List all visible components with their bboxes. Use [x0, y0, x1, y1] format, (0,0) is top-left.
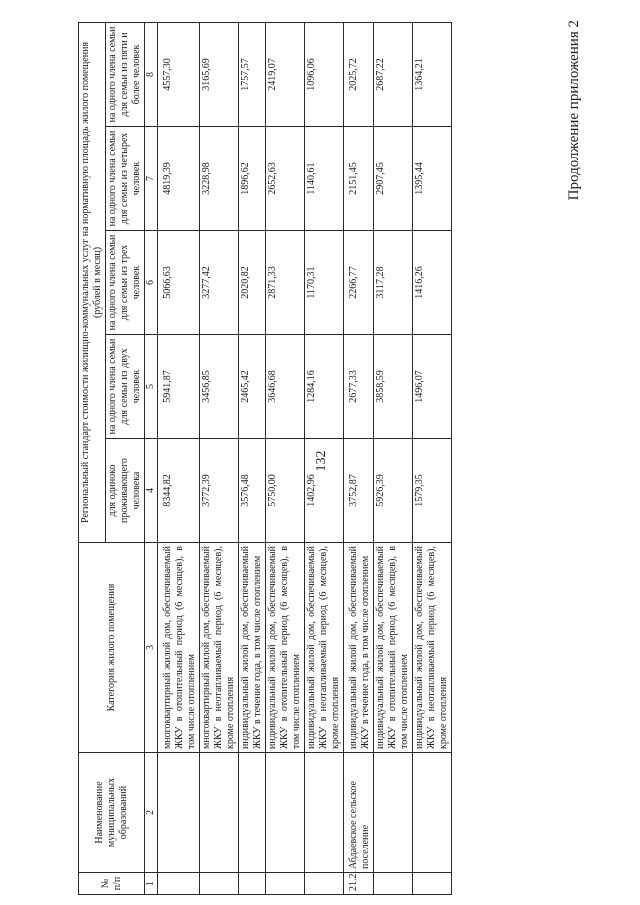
housing-category: индивидуальный жилой дом, обеспечиваемый ЖКУ в отопительный период (6 месяцев), в том числе отоплением	[374, 543, 413, 753]
cost-family-2: 1496,07	[413, 335, 452, 439]
cost-family-3: 3117,28	[374, 231, 413, 335]
housing-category: многоквартирный жилой дом, обеспечиваемый ЖКУ в неотапливаемый период (6 месяцев), кроме отопления	[200, 543, 239, 753]
header-single: для одиноко проживающего человека	[106, 439, 145, 543]
row-number	[200, 873, 239, 895]
column-number-row	[145, 22, 158, 894]
municipality-name	[239, 753, 266, 873]
col-number: 3	[145, 543, 158, 753]
row-number	[374, 873, 413, 895]
cost-single: 3576,48	[239, 439, 266, 543]
row-number	[305, 873, 344, 895]
appendix-title: Продолжение приложения 2	[566, 20, 582, 201]
cost-family-5: 1096,06	[305, 22, 344, 126]
cost-family-5: 1364,21	[413, 22, 452, 126]
cost-family-4: 1140,61	[305, 127, 344, 231]
cost-single: 1402,96	[305, 439, 344, 543]
cost-family-2: 5941,87	[158, 335, 200, 439]
cost-single: 1579,35	[413, 439, 452, 543]
cost-single: 5750,00	[266, 439, 305, 543]
housing-category: индивидуальный жилой дом, обеспечиваемый ЖКУ в неотапливаемый период (6 месяцев), кроме отопления	[305, 543, 344, 753]
cost-family-5: 2025,72	[344, 22, 374, 126]
col-number: 6	[145, 231, 158, 335]
col-number: 1	[145, 873, 158, 895]
col-number: 7	[145, 127, 158, 231]
cost-family-4: 4819,39	[158, 127, 200, 231]
table-row	[239, 22, 266, 894]
header-family-3: на одного члена семьи для семьи из трех человек	[106, 231, 145, 335]
page-number: 132	[314, 450, 329, 472]
cost-family-5: 2687,22	[374, 22, 413, 126]
housing-category: индивидуальный жилой дом, обеспечиваемый ЖКУ в течение года, в том числе отоплением	[239, 543, 266, 753]
cost-family-3: 2871,33	[266, 231, 305, 335]
cost-family-3: 5066,63	[158, 231, 200, 335]
row-number	[158, 873, 200, 895]
col-number: 5	[145, 335, 158, 439]
municipality-name	[200, 753, 239, 873]
row-number: 21.2.	[344, 873, 374, 895]
table-row	[200, 22, 239, 894]
table-row	[266, 22, 305, 894]
table-row	[158, 22, 200, 894]
table-row	[413, 22, 452, 894]
cost-family-2: 3858,59	[374, 335, 413, 439]
cost-family-4: 1395,44	[413, 127, 452, 231]
municipality-name	[305, 753, 344, 873]
housing-category: многоквартирный жилой дом, обеспечиваемый ЖКУ в отопительный период (6 месяцев), в том числе отоплением	[158, 543, 200, 753]
header-family-4: на одного члена семьи для семьи из четырех человек	[106, 127, 145, 231]
municipality-name	[413, 753, 452, 873]
row-number	[413, 873, 452, 895]
cost-family-5: 1757,57	[239, 22, 266, 126]
header-category: Категория жилого помещения	[79, 543, 145, 753]
header-row-main	[79, 22, 106, 894]
cost-family-5: 4557,30	[158, 22, 200, 126]
cost-family-2: 1284,16	[305, 335, 344, 439]
cost-family-5: 2419,07	[266, 22, 305, 126]
cost-family-2: 2677,33	[344, 335, 374, 439]
cost-family-5: 3165,69	[200, 22, 239, 126]
header-number: № п/п	[79, 873, 145, 895]
col-number: 2	[145, 753, 158, 873]
cost-single: 5926,39	[374, 439, 413, 543]
cost-family-2: 3456,85	[200, 335, 239, 439]
cost-single: 8344,82	[158, 439, 200, 543]
col-number: 4	[145, 439, 158, 543]
municipality-name: Абдаевское сельское поселение	[344, 753, 374, 873]
cost-family-4: 2907,45	[374, 127, 413, 231]
cost-family-3: 3277,42	[200, 231, 239, 335]
header-family-2: на одного члена семьи для семьи из двух человек	[106, 335, 145, 439]
table-row	[344, 22, 374, 894]
cost-family-3: 1416,26	[413, 231, 452, 335]
cost-family-2: 3646,68	[266, 335, 305, 439]
housing-category: индивидуальный жилой дом, обеспечиваемый ЖКУ в течение года, в том числе отоплением	[344, 543, 374, 753]
header-family-5: на одного члена семьи для семьи из пяти и более человек	[106, 22, 145, 126]
header-regional-standard: Региональный стандарт стоимости жилищно-коммунальных услуг на нормативную площадь жилого помещения (рублей в месяц)	[79, 22, 106, 542]
cost-family-3: 2020,82	[239, 231, 266, 335]
municipality-name	[374, 753, 413, 873]
cost-single: 3752,87	[344, 439, 374, 543]
housing-category: индивидуальный жилой дом, обеспечиваемый ЖКУ в отопительный период (6 месяцев), в том числе отоплением	[266, 543, 305, 753]
row-number	[266, 873, 305, 895]
housing-category: индивидуальный жилой дом, обеспечиваемый ЖКУ в неотапливаемый период (6 месяцев), кроме отопления	[413, 543, 452, 753]
table-row	[305, 22, 344, 894]
housing-cost-table	[78, 22, 452, 895]
table-row	[374, 22, 413, 894]
municipality-name	[266, 753, 305, 873]
cost-single: 3772,39	[200, 439, 239, 543]
cost-family-2: 2465,42	[239, 335, 266, 439]
cost-family-3: 2266,77	[344, 231, 374, 335]
cost-family-3: 1170,31	[305, 231, 344, 335]
cost-family-4: 1896,62	[239, 127, 266, 231]
cost-family-4: 3228,98	[200, 127, 239, 231]
cost-family-4: 2652,63	[266, 127, 305, 231]
col-number: 8	[145, 22, 158, 126]
row-number	[239, 873, 266, 895]
municipality-name	[158, 753, 200, 873]
header-municipality: Наименование муниципальных образований	[79, 753, 145, 873]
cost-family-4: 2151,45	[344, 127, 374, 231]
